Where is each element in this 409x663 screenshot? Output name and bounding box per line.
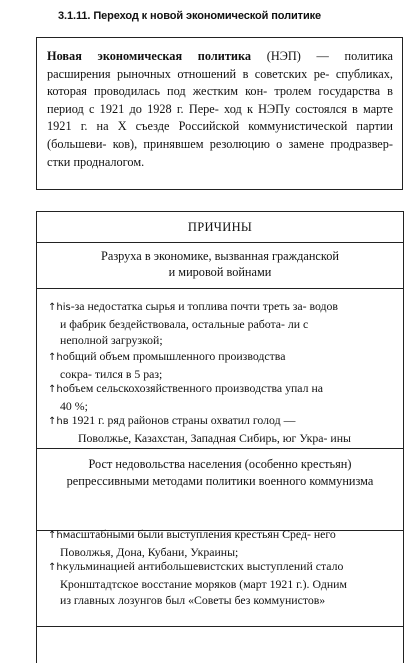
definition-body: (НЭП) — политика расширения рыночных отношений в советских ре- спубликах, которая проводилась под жестким кон- тролем государства в период с 1921 до 1928 г. Пере- ход к НЭПу состоялся в марте 1921 г. на X съезде Российской коммунистической партии (большеви- ков), принявшем резолюцию о замене продразвер- стки продналогом. xyxy=(47,49,393,169)
item-line: неполной загрузкой; xyxy=(60,333,163,347)
cause-group-title xyxy=(37,248,403,280)
group-title-line: и мировой войнами xyxy=(168,265,272,279)
item-line: 40 %; xyxy=(60,399,88,413)
causes-header: ПРИЧИНЫ xyxy=(187,220,253,234)
divider xyxy=(37,448,403,449)
group-title-line: Разруха в экономике, вызванная гражданской xyxy=(101,249,339,263)
item-marker: ↑his xyxy=(48,302,71,313)
item-marker: ↑ho xyxy=(48,384,69,395)
item-marker: ↑hм xyxy=(48,530,71,541)
item-line: бщий объем промышленного производства xyxy=(68,349,286,363)
definition-text xyxy=(47,48,393,171)
list-item xyxy=(48,526,392,560)
list-item xyxy=(48,412,392,446)
item-line: ульминацией антибольшевистских выступлений стало xyxy=(68,559,344,573)
causes-table xyxy=(36,211,404,663)
item-line: Поволжье, Казахстан, Западная Сибирь, юг Укра- ины xyxy=(78,431,351,445)
item-line: и фабрик бездействовала, остальные работа- ли с xyxy=(60,317,309,331)
cause-group-title xyxy=(37,456,403,490)
definition-box xyxy=(36,37,403,190)
item-marker: ↑ho xyxy=(48,352,69,363)
list-item xyxy=(48,558,392,608)
item-line: бъем сельскохозяйственного производства упал на xyxy=(68,381,324,395)
section-heading xyxy=(58,10,403,22)
item-line: асштабными были выступления крестьян Сред- него xyxy=(70,527,336,541)
item-line: Поволжья, Дона, Кубани, Украины; xyxy=(60,545,239,559)
divider xyxy=(37,242,403,243)
divider xyxy=(37,288,403,289)
section-number: 3.1.11. xyxy=(58,10,91,22)
item-line: 1921 г. ряд районов страны охватил голод — xyxy=(68,413,296,427)
item-marker: ↑hк xyxy=(48,562,69,573)
item-marker: ↑hв xyxy=(48,416,69,427)
list-item xyxy=(48,298,392,348)
group-title-line: репрессивными методами политики военного коммунизма xyxy=(66,474,374,488)
item-line: сокра- тился в 5 раз; xyxy=(60,367,163,381)
list-item xyxy=(48,380,392,414)
section-title: Переход к новой экономической политике xyxy=(93,10,322,22)
item-line: из главных лозунгов был «Советы без коммунистов» xyxy=(60,593,326,607)
list-item xyxy=(48,348,392,382)
divider xyxy=(37,626,403,627)
definition-term: Новая экономическая политика xyxy=(47,49,252,63)
item-line: -за недостатка сырья и топлива почти треть за- водов xyxy=(70,299,338,313)
item-line: Кронштадтское восстание моряков (март 1921 г.). Одним xyxy=(60,577,347,591)
group-title-line: Рост недовольства населения (особенно крестьян) xyxy=(88,457,352,471)
